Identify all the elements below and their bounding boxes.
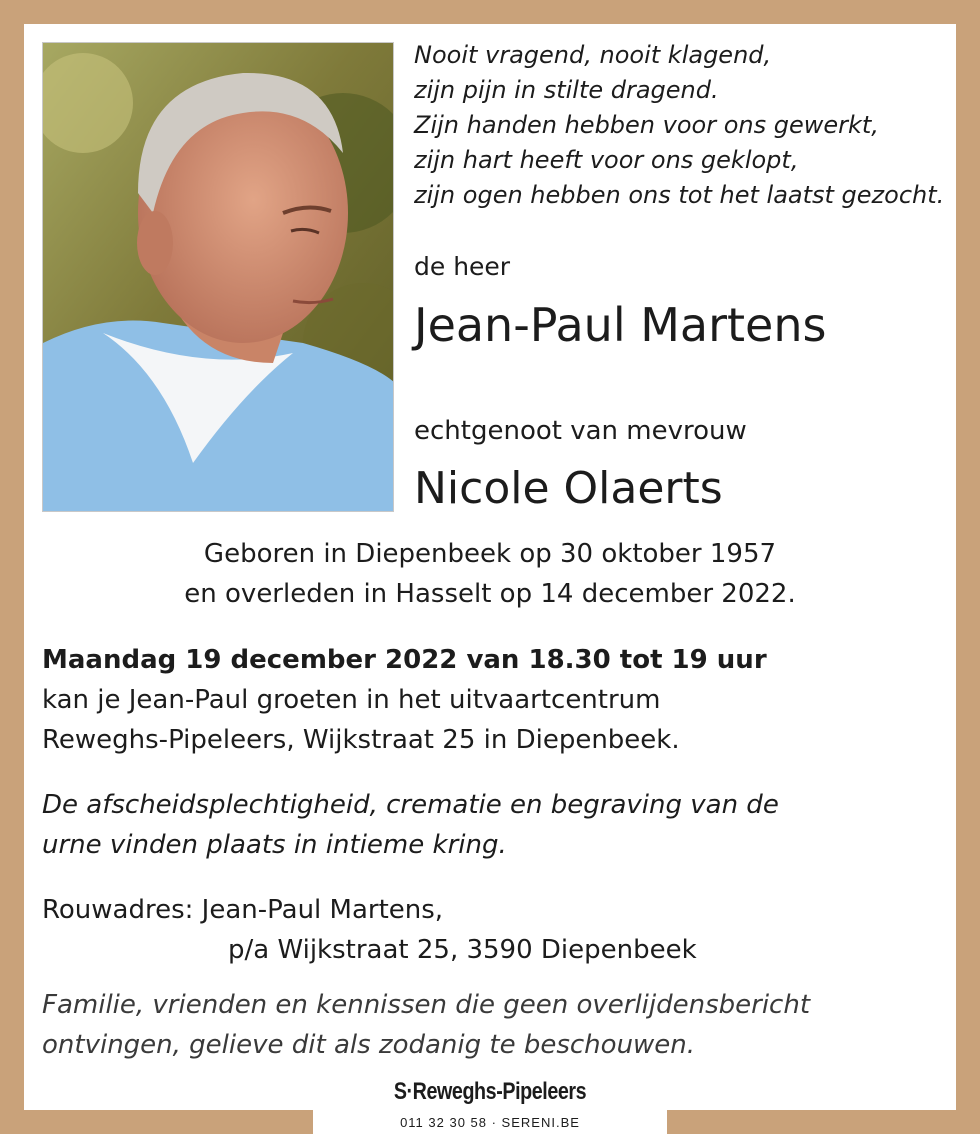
visitation-date: Maandag 19 december 2022 van 18.30 tot 19 uur: [42, 645, 767, 675]
notice-line: Familie, vrienden en kennissen die geen overlijdensbericht: [42, 990, 811, 1020]
poem-line: Nooit vragend, nooit klagend,: [414, 41, 772, 69]
spouse-name: Nicole Olaerts: [414, 463, 723, 514]
poem: [414, 38, 954, 213]
poem-line: zijn hart heeft voor ons geklopt,: [414, 146, 799, 174]
visitation-info: [42, 640, 767, 760]
spouse-relation: echtgenoot van mevrouw: [414, 416, 747, 446]
portrait-photo: [42, 42, 394, 512]
visitation-line: kan je Jean-Paul groeten in het uitvaartcentrum: [42, 685, 661, 715]
birth-death-dates: [0, 534, 980, 614]
deceased-name: Jean-Paul Martens: [414, 298, 827, 352]
honorific: de heer: [414, 252, 511, 281]
address-line: Rouwadres: Jean-Paul Martens,: [42, 895, 444, 925]
poem-line: zijn ogen hebben ons tot het laatst gezocht.: [414, 181, 945, 209]
funeral-home-logo: S·Reweghs-Pipeleers: [393, 1078, 587, 1105]
death-line: en overleden in Hasselt op 14 december 2022.: [184, 579, 796, 609]
notice-line: ontvingen, gelieve dit als zodanig te beschouwen.: [42, 1030, 696, 1060]
visitation-line: Reweghs-Pipeleers, Wijkstraat 25 in Diepenbeek.: [42, 725, 680, 755]
poem-line: zijn pijn in stilte dragend.: [414, 76, 719, 104]
address-line: p/a Wijkstraat 25, 3590 Diepenbeek: [228, 935, 697, 965]
ceremony-line: urne vinden plaats in intieme kring.: [42, 830, 507, 860]
poem-line: Zijn handen hebben voor ons gewerkt,: [414, 111, 879, 139]
ceremony-info: [42, 785, 779, 865]
mourning-address: [42, 890, 697, 970]
birth-line: Geboren in Diepenbeek op 30 oktober 1957: [203, 539, 777, 569]
ceremony-line: De afscheidsplechtigheid, crematie en begraving van de: [42, 790, 779, 820]
notice: [42, 985, 810, 1065]
funeral-home-contact: 011 32 30 58 · SERENI.BE: [400, 1115, 580, 1130]
